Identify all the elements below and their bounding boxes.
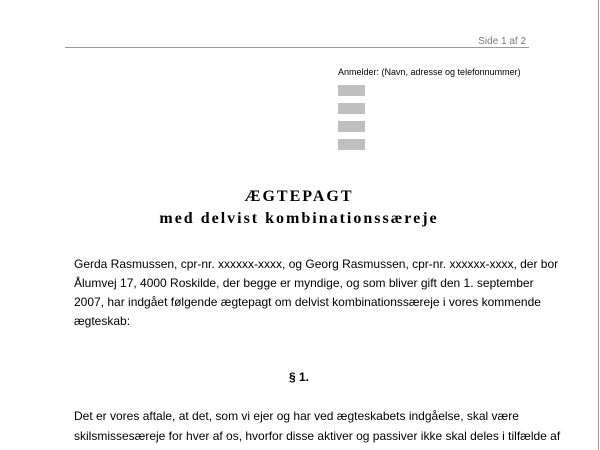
redacted-block-3 [338,121,365,132]
intro-line: Gerda Rasmussen, cpr-nr. xxxxxx-xxxx, og Georg Rasmussen, cpr-nr. xxxxxx-xxxx, der bor [74,257,559,271]
intro-line: Ålumvej 17, 4000 Roskilde, der begge er myndige, og som bliver gift den 1. september [74,276,534,290]
intro-line: ægteskab: [74,314,131,328]
redacted-block-4 [338,139,365,150]
redacted-block-1 [338,85,365,96]
document-title: ÆGTEPAGT [244,188,354,205]
redacted-block-2 [338,103,365,114]
section-line: Det er vores aftale, at det, som vi ejer og har ved ægteskabets indgåelse, skal være [74,409,519,423]
applicant-label: Anmelder: (Navn, adresse og telefonnummer) [338,67,521,77]
section-heading: § 1. [288,370,309,384]
header-divider [65,47,529,48]
intro-line: 2007, har indgået følgende ægtepagt om delvist kombinationssæreje i vores kommende [74,295,541,309]
document-subtitle: med delvist kombinationssæreje [159,210,439,227]
page-number: Side 1 af 2 [478,36,526,47]
section-line: skilsmissesæreje for hver af os, hvorfor disse aktiver og passiver ikke skal deles i tilfælde af [74,429,561,443]
